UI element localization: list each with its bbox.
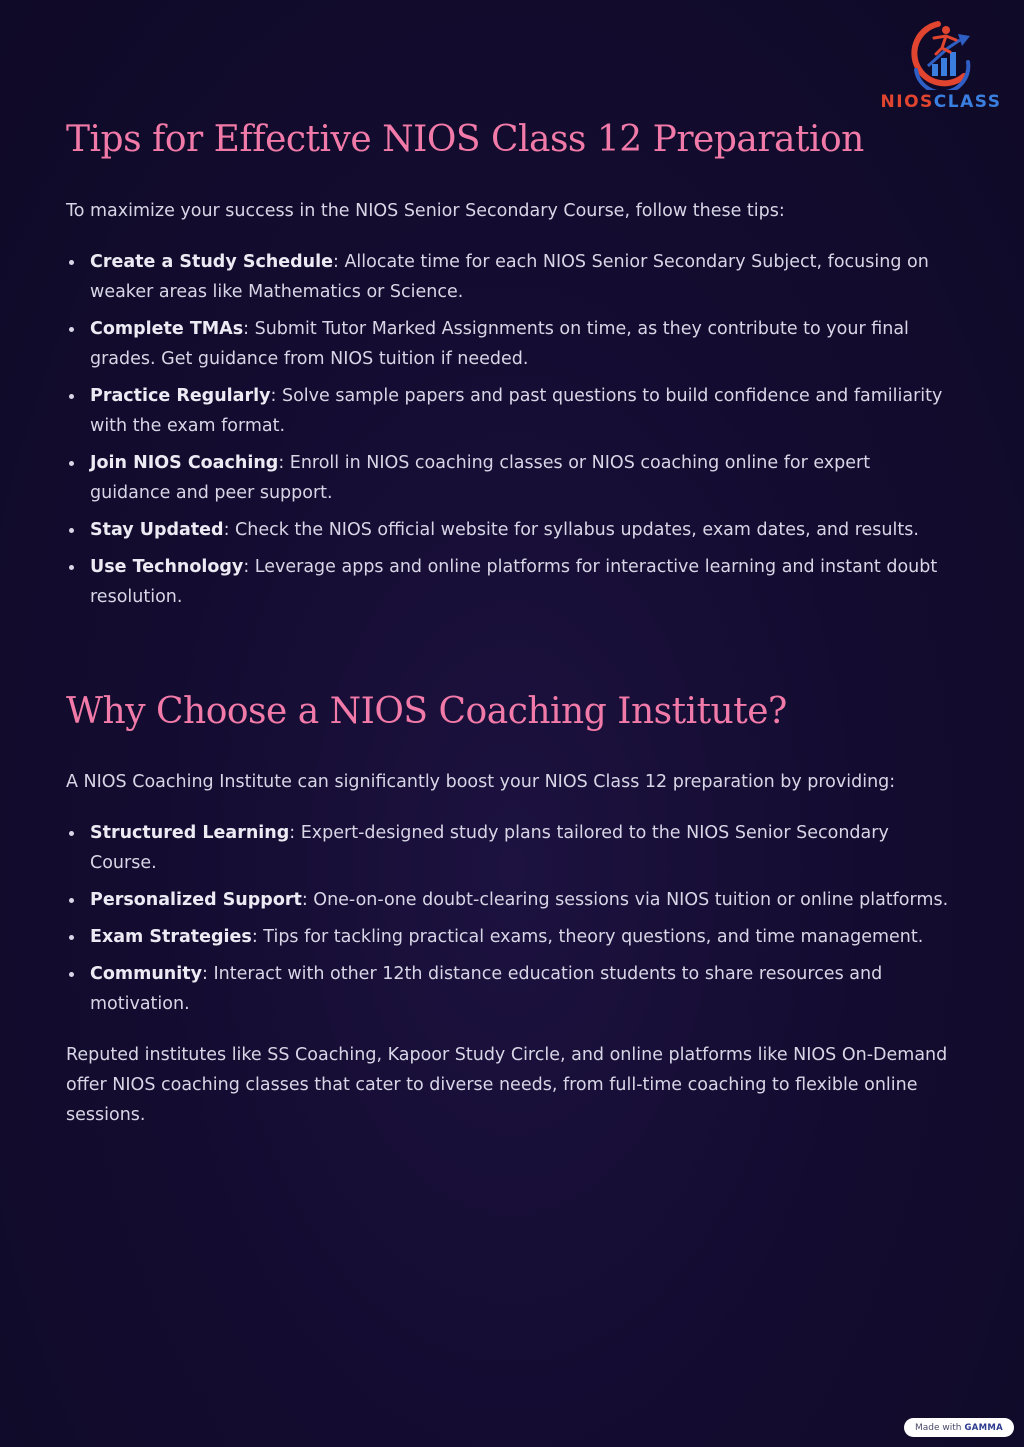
logo-wordmark-nios: NIOS (880, 92, 934, 112)
niosclass-logo (876, 18, 1006, 120)
coaching-list-item (66, 818, 956, 878)
tips-item-term: Stay Updated (90, 520, 224, 540)
logo-wordmark-class: CLASS (933, 92, 1002, 112)
coaching-outro-wrap (66, 1040, 966, 1130)
coaching-title: Why Choose a NIOS Coaching Institute? (66, 691, 787, 732)
tips-item-term: Practice Regularly (90, 386, 271, 406)
tips-list-item (66, 247, 946, 307)
coaching-item-text: : One-on-one doubt-clearing sessions via NIOS tuition or online platforms. (301, 890, 949, 910)
tips-list-item (66, 515, 946, 545)
tips-item-text: : Enroll in NIOS coaching classes or NIOS coaching online for expert guidance and peer support. (90, 453, 871, 503)
tips-list-item (66, 381, 946, 441)
coaching-list-item (66, 885, 956, 915)
tips-list-item (66, 448, 946, 508)
coaching-item-text: : Expert-designed study plans tailored to the NIOS Senior Secondary Course. (90, 823, 889, 873)
tips-section (66, 118, 966, 161)
tips-item-term: Join NIOS Coaching (90, 453, 279, 473)
tips-list (66, 247, 946, 612)
coaching-intro: A NIOS Coaching Institute can significantly boost your NIOS Class 12 preparation by providing: (66, 772, 896, 792)
coaching-section (66, 690, 966, 733)
tips-item-text: : Check the NIOS official website for syllabus updates, exam dates, and results. (223, 520, 919, 540)
coaching-list-continued (66, 885, 956, 1019)
coaching-item-term: Structured Learning (90, 823, 290, 843)
coaching-item-term: Community (90, 964, 203, 984)
badge-prefix: Made with (914, 1422, 962, 1433)
coaching-list (66, 818, 956, 878)
coaching-intro-wrap (66, 767, 966, 797)
badge-brand: GAMMA (964, 1422, 1004, 1433)
tips-item-term: Create a Study Schedule (90, 252, 333, 272)
coaching-item-text: : Tips for tackling practical exams, theory questions, and time management. (251, 927, 924, 947)
tips-list-item (66, 314, 946, 374)
coaching-list-wrap-1 (66, 818, 956, 878)
tips-intro-wrap (66, 196, 966, 226)
tips-item-text: : Allocate time for each NIOS Senior Secondary Subject, focusing on weaker areas like Mathematics or Science. (90, 252, 929, 302)
coaching-list-wrap-2 (66, 885, 956, 1019)
coaching-list-item (66, 959, 956, 1019)
tips-title: Tips for Effective NIOS Class 12 Preparation (66, 119, 864, 160)
coaching-item-term: Personalized Support (90, 890, 302, 910)
tips-item-text: : Solve sample papers and past questions to build confidence and familiarity with the exam format. (90, 386, 943, 436)
tips-item-text: : Leverage apps and online platforms for interactive learning and instant doubt resolution. (90, 557, 938, 607)
tips-item-term: Use Technology (90, 557, 244, 577)
tips-item-term: Complete TMAs (90, 319, 244, 339)
coaching-list-item (66, 922, 956, 952)
logo-wordmark (881, 92, 1002, 112)
coaching-outro: Reputed institutes like SS Coaching, Kapoor Study Circle, and online platforms like NIOS On-Demand offer NIOS coaching classes that cater to diverse needs, from full-time coaching to flexible online sessions. (66, 1045, 948, 1125)
logo-emblem-icon (898, 18, 984, 90)
tips-list-wrap (66, 247, 946, 612)
coaching-item-term: Exam Strategies (90, 927, 252, 947)
coaching-item-text: : Interact with other 12th distance education students to share resources and motivation. (90, 964, 883, 1014)
tips-list-item (66, 552, 946, 612)
tips-item-text: : Submit Tutor Marked Assignments on time, as they contribute to your final grades. Get guidance from NIOS tuition if needed. (90, 319, 909, 369)
tips-intro: To maximize your success in the NIOS Senior Secondary Course, follow these tips: (66, 201, 785, 221)
made-with-gamma-badge[interactable] (904, 1418, 1014, 1437)
